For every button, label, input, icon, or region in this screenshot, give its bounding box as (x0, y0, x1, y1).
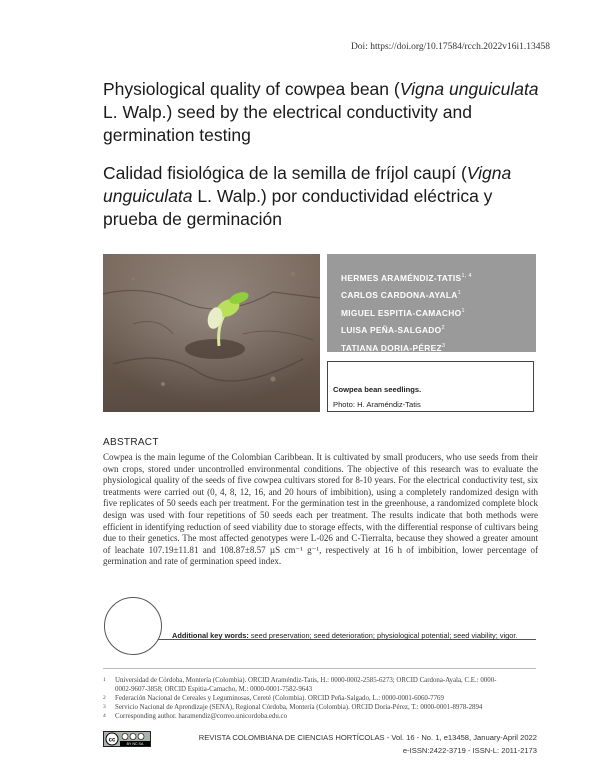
figure-caption-box (327, 361, 534, 412)
author-name: TATIANA DORIA-PÉREZ (341, 342, 442, 353)
issn: e-ISSN:2422-3719 - ISSN-L: 2011-2173 (402, 746, 537, 755)
keywords (172, 631, 542, 640)
footnote-number: 2 (103, 695, 106, 702)
footnote (103, 676, 503, 694)
creative-commons-license-icon[interactable] (103, 731, 151, 747)
keywords-label: Additional key words: (172, 631, 249, 640)
title-spanish (103, 162, 543, 231)
footnote-text: Servicio Nacional de Aprendizaje (SENA), Regional Córdoba, Montería (Colombia). ORCID Doria-Pérez, T.: 0000-0001-8978-2894 (115, 704, 483, 712)
author-item (341, 304, 536, 321)
footnotes (103, 676, 503, 721)
footnote (103, 694, 503, 703)
title-es-after: L. Walp.) por conductividad eléctrica y prueba de germinación (103, 186, 493, 229)
author-affiliation-mark: 3 (441, 342, 446, 349)
title-english (103, 78, 543, 147)
title-es-species: Vigna unguiculata (103, 163, 512, 206)
keywords-text: seed preservation; seed deterioration; physiological potential; seed viability; vigor. (248, 631, 518, 640)
abstract-heading: ABSTRACT (103, 437, 159, 448)
author-name: LUISA PEÑA-SALGADO (341, 324, 442, 335)
title-es-before: Calidad fisiológica de la semilla de fríjol caupí ( (103, 163, 467, 183)
footnote-number: 4 (103, 713, 106, 720)
footnote-text: Corresponding author. haramendiz@correo.unicordoba.edu.co (115, 713, 288, 721)
author-name: MIGUEL ESPITIA-CAMACHO (341, 307, 462, 318)
footnote-text: Federación Nacional de Cereales y Leguminosas, Cereté (Colombia). ORCID Peña-Salgado, L.: 0000-0001-6060-7769 (115, 695, 444, 703)
title-en-before: Physiological quality of cowpea bean ( (103, 79, 400, 99)
author-affiliation-mark: 1 (457, 290, 461, 297)
cc-terms: BY NC SA (126, 742, 144, 746)
doi-link[interactable]: Doi: https://doi.org/10.17584/rcch.2022v16i1.13458 (350, 42, 550, 52)
decorative-circle-icon (104, 597, 162, 655)
author-list (327, 254, 536, 356)
footnote-divider (103, 668, 536, 669)
seedling-photo (103, 254, 320, 412)
author-name: CARLOS CARDONA-AYALA (341, 290, 458, 301)
title-en-after: L. Walp.) seed by the electrical conductivity and germination testing (103, 102, 472, 145)
footnote-number: 1 (103, 677, 106, 683)
title-en-species: Vigna unguiculata (399, 79, 539, 99)
footnote-number: 3 (103, 704, 106, 711)
abstract-text: Cowpea is the main legume of the Colombian Caribbean. It is cultivated by small producers, who use seeds from their own crops, stored under uncontrolled environmental conditions. The objective of this research was to evaluate the physiological quality of the seeds of five cowpea cultivars stored for 8-10 years. For the electrical conductivity test, six treatments were carried out (0, 4, 8, 12, 16, and 20 hours of imbibition), using a completely randomized design with five replicates of 50 seeds each per treatment. For the germination test in the greenhouse, a randomized complete block design was used with four repetitions of 50 seeds each per treatment. The results indicate that both methods were efficient in identifying reduction of seed viability due to storage effects, with the differential response of cultivars being due to their genetics. The most affected genotypes were L-026 and C-Tierralta, because they showed a greater amount of leachate 107.19±11.81 and 108.87±8.57 µS cm⁻¹ g⁻¹, respectively at 16 h of imbibition, lower percentage of germination and rate of germination speed index. (103, 452, 538, 567)
author-item (341, 269, 536, 286)
footnote-text: Universidad de Córdoba, Montería (Colombia). ORCID Araméndiz-Tatis, H.: 0000-0002-2585-6273; ORCID Cardona-Ayala, C.E.: 0000-0002-9607-3858; ORCID Espitia-Camacho, M.: 0000-0001-7582-9643 (115, 677, 497, 694)
photo-credit: Photo: H. Araméndiz-Tatis (333, 400, 421, 409)
footnote (103, 703, 503, 712)
author-affiliation-mark: 1, 4 (461, 273, 472, 279)
author-affiliation-mark: 1 (461, 307, 465, 314)
author-item (341, 339, 536, 356)
footnote (103, 712, 503, 721)
author-item (341, 286, 536, 303)
figure-caption: Cowpea bean seedlings. (333, 385, 422, 394)
author-affiliation-mark: 2 (441, 325, 445, 332)
cc-mark: cc (108, 737, 116, 744)
journal-citation: REVISTA COLOMBIANA DE CIENCIAS HORTÍCOLAS - Vol. 16 - No. 1, e13458, January-April 2022 (198, 733, 537, 742)
authors-box (327, 254, 536, 352)
author-name: HERMES ARAMÉNDIZ-TATIS (341, 272, 462, 283)
author-item (341, 321, 536, 338)
